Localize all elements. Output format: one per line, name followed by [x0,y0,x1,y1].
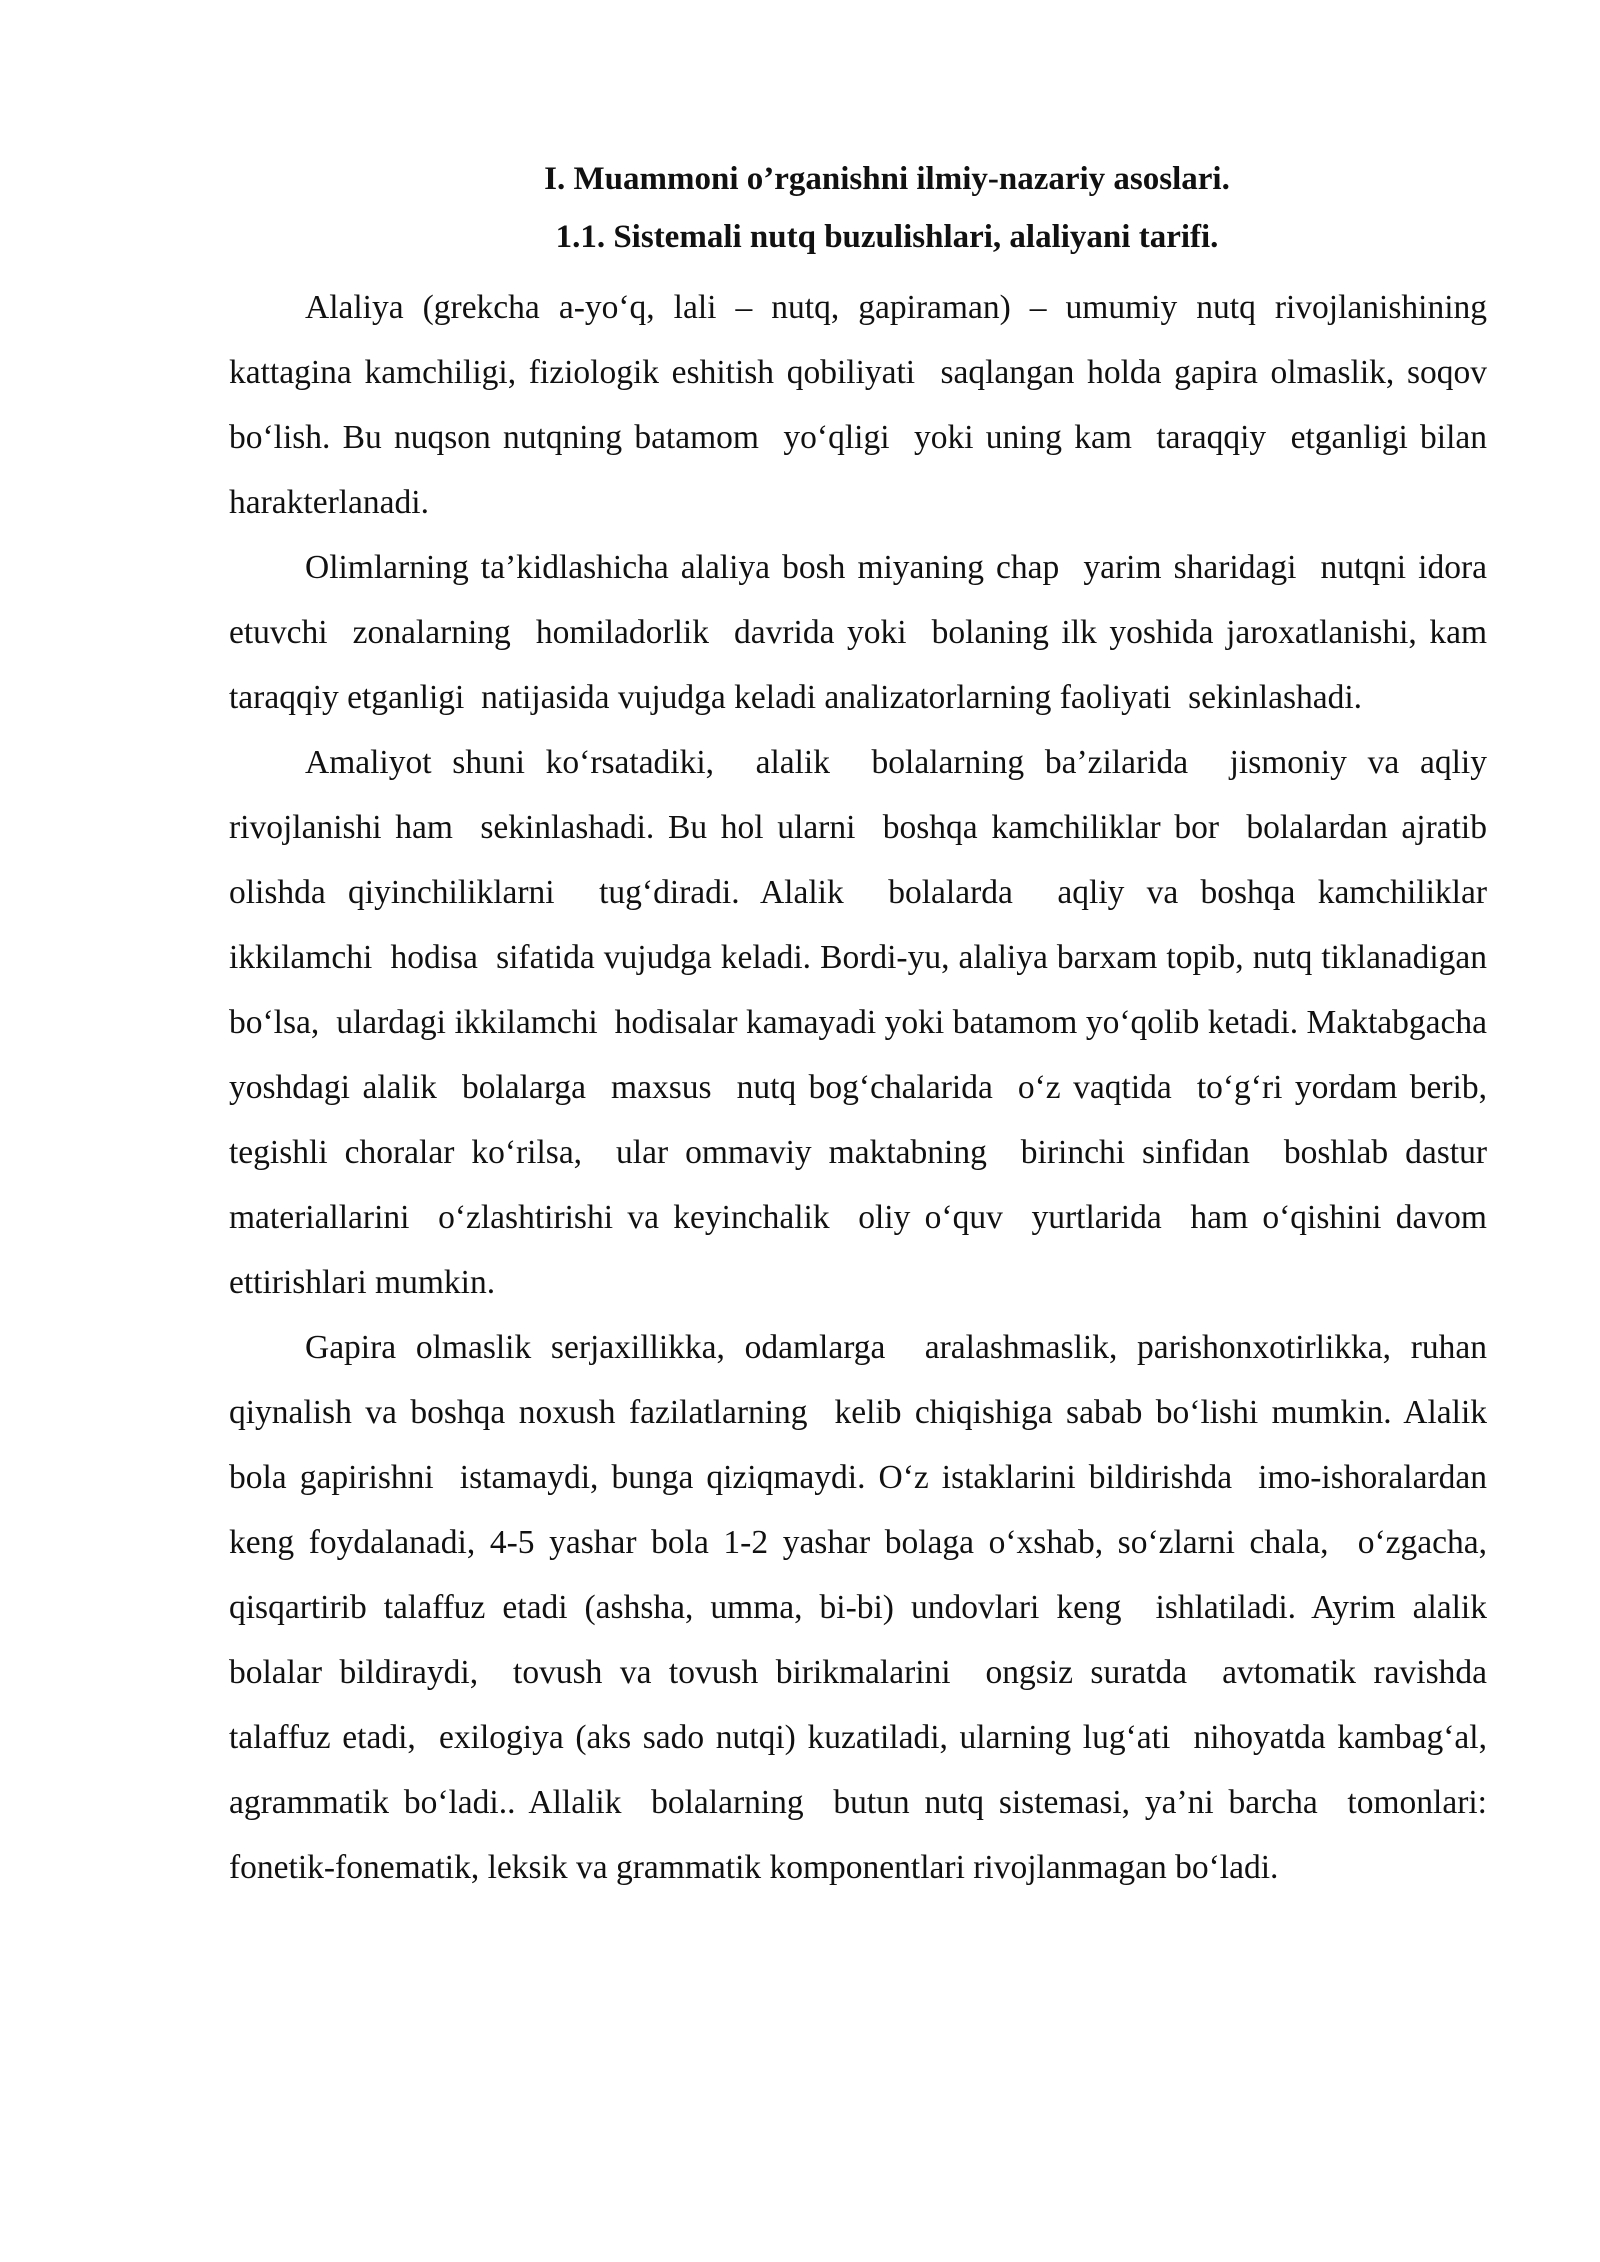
chapter-heading: I. Muammoni o’rganishni ilmiy-nazariy asoslari. [544,161,1230,197]
section-heading: 1.1. Sistemali nutq buzulishlari, alaliyani tarifi. [555,219,1219,255]
paragraph-symptoms: Gapira olmaslik serjaxillikka, odamlarga aralashmaslik, parishonxotirlikka, ruhan qiynalish va boshqa noxush fazilatlarning kelib chiqishiga sabab bo‘lishi mumkin. Alalik bola gapirishni istamaydi, bunga qiziqmaydi. O‘z istaklarini bildirishda imo-ishoralardan keng foydalanadi, 4-5 yashar bola 1-2 yashar bolaga o‘xshab, so‘zlarni chala, o‘zgacha, qisqartirib talaffuz etadi (ashsha, umma, bi-bi) undovlari keng ishlatiladi. Ayrim alalik bolalar bildiraydi, tovush va tovush birikmalarini ongsiz suratda avtomatik ravishda talaffuz etadi, exilogiya (aks sado nutqi) kuzatiladi, ularning lug‘ati nihoyatda kambag‘al, agrammatik bo‘ladi.. Allalik bolalarning butun nutq sistemasi, ya’ni barcha tomonlari: fonetik-fonematik, leksik va grammatik komponentlari rivojlanmagan bo‘ladi. [229,1329,1504,1886]
paragraph-definition: Alaliya (grekcha a-yo‘q, lali – nutq, gapiraman) – umumiy nutq rivojlanishining kattagina kamchiligi, fiziologik eshitish qobiliyati saqlangan holda gapira olmaslik, soqov bo‘lish. Bu nuqson nutqning batamom yo‘qligi yoki uning kam taraqqiy etganligi bilan harakterlanadi. [229,289,1496,521]
paragraph-causes: Olimlarning ta’kidlashicha alaliya bosh miyaning chap yarim sharidagi nutqni idora etuvchi zonalarning homiladorlik davrida yoki bolaning ilk yoshida jaroxatlanishi, kam taraqqiy etganligi natijasida vujudga keladi analizatorlarning faoliyati sekinlashadi. [229,549,1496,716]
paragraph-practice: Amaliyot shuni ko‘rsatadiki, alalik bolalarning ba’zilarida jismoniy va aqliy rivojlanishi ham sekinlashadi. Bu hol ularni boshqa kamchiliklar bor bolalardan ajratib olishda qiyinchiliklarni tug‘diradi. Alalik bolalarda aqliy va boshqa kamchiliklar ikkilamchi hodisa sifatida vujudga keladi. Bordi-yu, alaliya barxam topib, nutq tiklanadigan bo‘lsa, ulardagi ikkilamchi hodisalar kamayadi yoki batamom yo‘qolib ketadi. Maktabgacha yoshdagi alalik bolalarga maxsus nutq bog‘chalarida o‘z vaqtida to‘g‘ri yordam berib, tegishli choralar ko‘rilsa, ular ommaviy maktabning birinchi sinfidan boshlab dastur materiallarini o‘zlashtirishi va keyinchalik oliy o‘quv yurtlarida ham o‘qishini davom ettirishlari mumkin. [229,744,1504,1301]
document-body [229,150,1504,1900]
